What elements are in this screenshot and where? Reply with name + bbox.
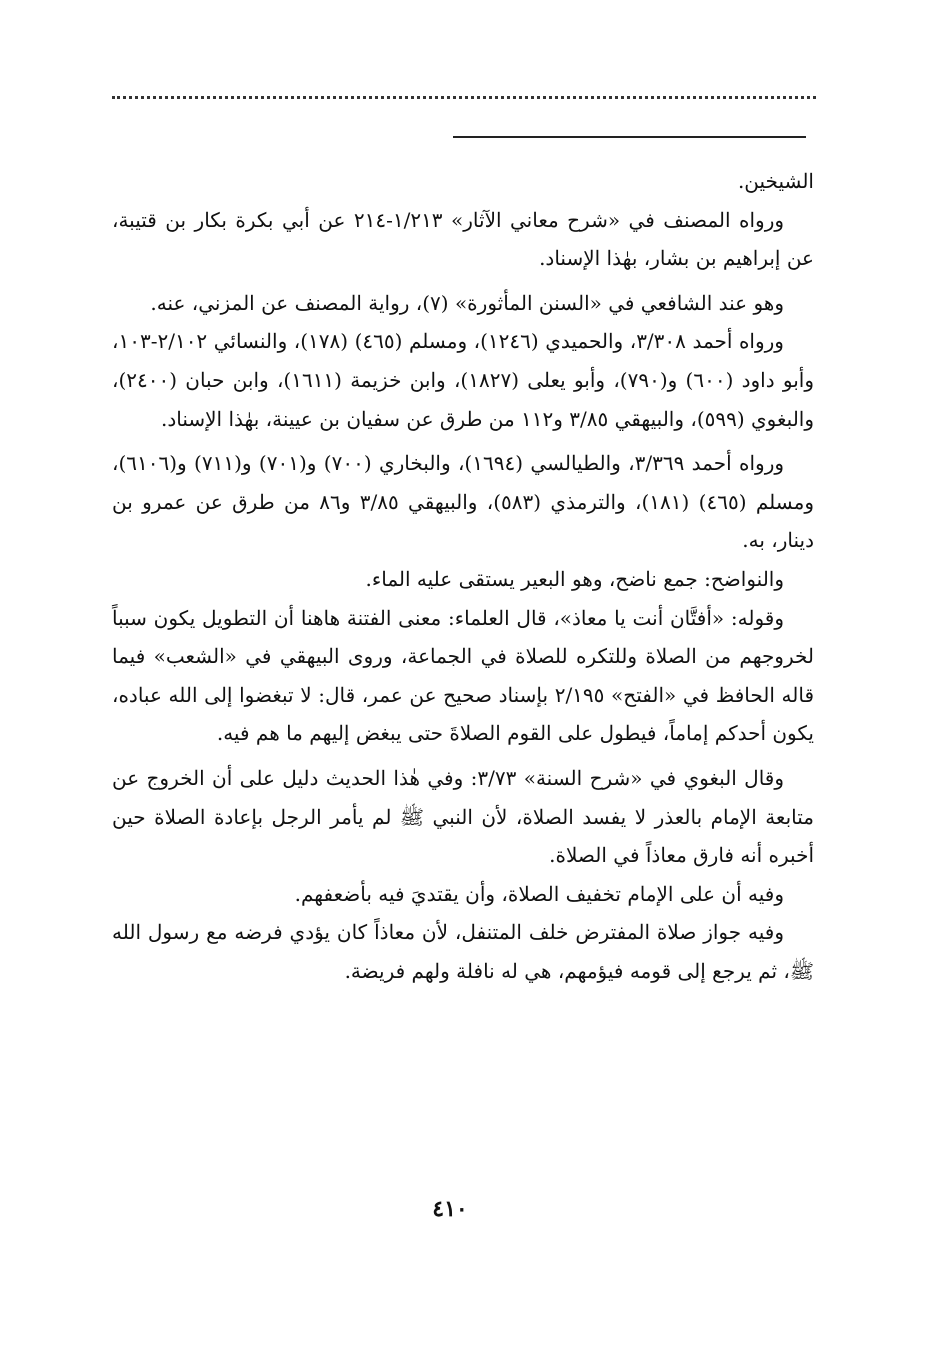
paragraph: الشيخين. bbox=[737, 169, 814, 193]
paragraph: ورواه أحمد ٣/٣٦٩، والطيالسي (١٦٩٤)، والبخاري (٧٠٠) و(٧٠١) و(٧١١) و(٦١٠٦)، ومسلم (٤٦٥) (١٨١)، والترمذي (٥٨٣)، والبيهقي ٣/٨٥ و٨٦ من طرق عن عمرو بن دينار، به. bbox=[112, 451, 814, 553]
paragraph: وفيه أن على الإمام تخفيف الصلاة، وأن يقتديَ فيه بأضعفهم. bbox=[294, 881, 784, 906]
paragraph: وقوله: «أفتَّان أنت يا معاذ»، قال العلماء: معنى الفتنة هاهنا أن التطويل يكون سبباً لخروجهم من الصلاة وللتكره للصلاة في الجماعة، وروى البيهقي في «الشعب» فيما قاله الحافظ في «الفتح» ٢/١٩٥ بإسناد صحيح عن عمر، قال: لا تبغضوا إلى الله عباده، يكون أحدكم إماماً، فيطول على القوم الصلاةَ حتى يبغض إليهم ما هم فيه. bbox=[112, 605, 814, 746]
paragraph: وقال البغوي في «شرح السنة» ٣/٧٣: وفي هٰذا الحديث دليل على أن الخروج عن متابعة الإمام بالعذر لا يفسد الصلاة، لأن النبي ﷺ لم يأمر الرجل بإعادة الصلاة حين أخبره أنه فارق معاذاً في الصلاة. bbox=[112, 765, 814, 868]
footnote-rule bbox=[453, 136, 806, 138]
paragraph: وفيه جواز صلاة المفترض خلف المتنفل، لأن معاذاً كان يؤدي فرضه مع رسول الله ﷺ، ثم يرجع إلى قومه فيؤمهم، هي له نافلة ولهم فريضة. bbox=[112, 920, 814, 983]
page-number: ٤١٠ bbox=[432, 1196, 468, 1222]
paragraph: ورواه المصنف في «شرح معاني الآثار» ١/٢١٣-٢١٤ عن أبي بكرة بكار بن قتيبة، عن إبراهيم بن بشار، بهٰذا الإسناد. bbox=[112, 207, 814, 271]
dotted-separator bbox=[112, 96, 816, 99]
paragraph: والنواضح: جمع ناضح، وهو البعير يستقى عليه الماء. bbox=[365, 566, 784, 591]
commentary-text bbox=[112, 162, 814, 990]
paragraph: ورواه أحمد ٣/٣٠٨، والحميدي (١٢٤٦)، ومسلم (٤٦٥) (١٧٨)، والنسائي ٢/١٠٢-١٠٣، وأبو داود (٦٠٠) و(٧٩٠)، وأبو يعلى (١٨٢٧)، وابن خزيمة (١٦١١)، وابن حبان (٢٤٠٠)، والبغوي (٥٩٩)، والبيهقي ٣/٨٥ و١١٢ من طرق عن سفيان بن عيينة، بهٰذا الإسناد. bbox=[112, 329, 814, 431]
paragraph: وهو عند الشافعي في «السنن المأثورة» (٧)، رواية المصنف عن المزني، عنه. bbox=[150, 290, 784, 315]
